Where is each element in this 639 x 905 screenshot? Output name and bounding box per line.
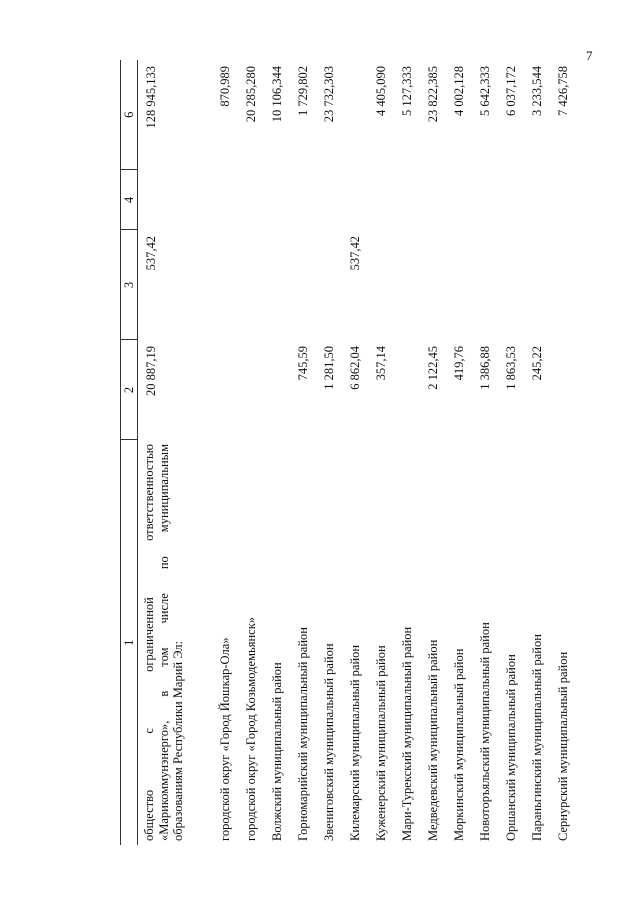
cell-c4 [420,170,446,230]
row-name-cell: Килемарский муниципальный район [348,644,362,841]
row-name-cell: Сернурский муниципальный район [556,651,570,841]
cell-c4 [472,170,498,230]
header-row [121,60,138,845]
cell-c3 [498,230,524,340]
cell-c4 [342,170,368,230]
cell-c3 [264,230,290,340]
table-row [446,60,472,845]
row-name-cell: Звениговский муниципальный район [322,643,336,841]
cell-c4 [394,170,420,230]
cell-c3 [446,230,472,340]
data-table [120,60,576,845]
table-row [212,60,238,845]
table-row [238,60,264,845]
cell-c2: 245,22 [530,346,544,381]
cell-c4 [316,170,342,230]
table-body [212,60,576,845]
header-col-4: 4 [121,170,138,230]
cell-c6: 128 945,133 [144,66,158,129]
cell-c4 [238,170,264,230]
cell-c2: 357,14 [374,346,388,381]
row-name-cell: городской округ «Город Козьмодемьянск» [244,616,258,841]
table-row [394,60,420,845]
cell-c6: 4 002,128 [452,66,466,116]
cell-c6: 3 233,544 [530,66,544,116]
table-row [316,60,342,845]
cell-c3 [550,230,576,340]
header-col-6: 6 [121,60,138,170]
table-row [498,60,524,845]
cell-c6 [342,60,368,170]
cell-c6: 23 822,385 [426,66,440,123]
table-row [524,60,550,845]
cell-c2: 1 281,50 [322,346,336,390]
org-name-line-3: образованиям Республики Марий Эл: [171,640,185,841]
cell-c3: 537,42 [348,236,362,271]
cell-c4 [446,170,472,230]
cell-c4 [264,170,290,230]
cell-c6: 1 729,802 [296,66,310,116]
cell-c2 [550,340,576,440]
org-name-line-2: «Марикоммунэнерго», в том числе по муниципальным [156,444,171,841]
row-name-cell: Куженерский муниципальный район [374,645,388,841]
cell-c4 [138,170,213,230]
cell-c3 [238,230,264,340]
cell-c6: 5 642,333 [478,66,492,116]
header-col-2: 2 [121,340,138,440]
cell-c3 [290,230,316,340]
cell-c3 [368,230,394,340]
cell-c6: 4 405,090 [374,66,388,116]
row-name-cell: Параньгинский муниципальный район [530,634,544,841]
cell-c2 [238,340,264,440]
header-col-3: 3 [121,230,138,340]
table-row [290,60,316,845]
table-row [368,60,394,845]
cell-c2: 6 862,04 [348,346,362,390]
cell-c4 [212,170,238,230]
row-name-cell: Волжский муниципальный район [270,662,284,841]
row-name-cell: Мари-Турекский муниципальный район [400,626,414,841]
table-row [550,60,576,845]
row-name-cell: городской округ «Город Йошкар-Ола» [218,637,232,841]
cell-c3: 537,42 [144,236,158,271]
cell-c6: 10 106,344 [270,66,284,123]
cell-c6: 5 127,333 [400,66,414,116]
rotated-table-container [120,60,570,845]
cell-c4 [550,170,576,230]
cell-c3 [212,230,238,340]
organization-name-cell [138,440,213,845]
row-name-cell: Оршанский муниципальный район [504,654,518,841]
cell-c2: 745,59 [296,346,310,381]
cell-c4 [524,170,550,230]
row-name-cell: Горномарийский муниципальный район [296,627,310,841]
cell-c6: 870,989 [218,66,232,107]
cell-c2 [394,340,420,440]
cell-c3 [472,230,498,340]
cell-c2: 419,76 [452,346,466,381]
table-row [472,60,498,845]
org-name-line-1: общество с ограниченной ответственностью [142,444,156,841]
cell-c2: 20 887,19 [144,346,158,396]
cell-c6: 6 037,172 [504,66,518,116]
table-row [342,60,368,845]
cell-c3 [316,230,342,340]
page-number: 7 [586,48,593,63]
cell-c2 [264,340,290,440]
table-row [264,60,290,845]
cell-c2: 1 863,53 [504,346,518,390]
row-name-cell: Медведевский муниципальный район [426,639,440,841]
table-row-organization [138,60,213,845]
cell-c3 [524,230,550,340]
cell-c2 [212,340,238,440]
cell-c6: 20 285,280 [244,66,258,123]
cell-c3 [420,230,446,340]
cell-c4 [498,170,524,230]
cell-c6: 23 732,303 [322,66,336,123]
row-name-cell: Новоторъяльский муниципальный район [478,622,492,841]
cell-c2: 1 386,88 [478,346,492,390]
cell-c4 [368,170,394,230]
table-row [420,60,446,845]
header-col-1: 1 [121,440,138,845]
cell-c6: 7 426,758 [556,66,570,116]
cell-c3 [394,230,420,340]
cell-c4 [290,170,316,230]
row-name-cell: Моркинский муниципальный район [452,648,466,841]
cell-c2: 2 122,45 [426,346,440,390]
